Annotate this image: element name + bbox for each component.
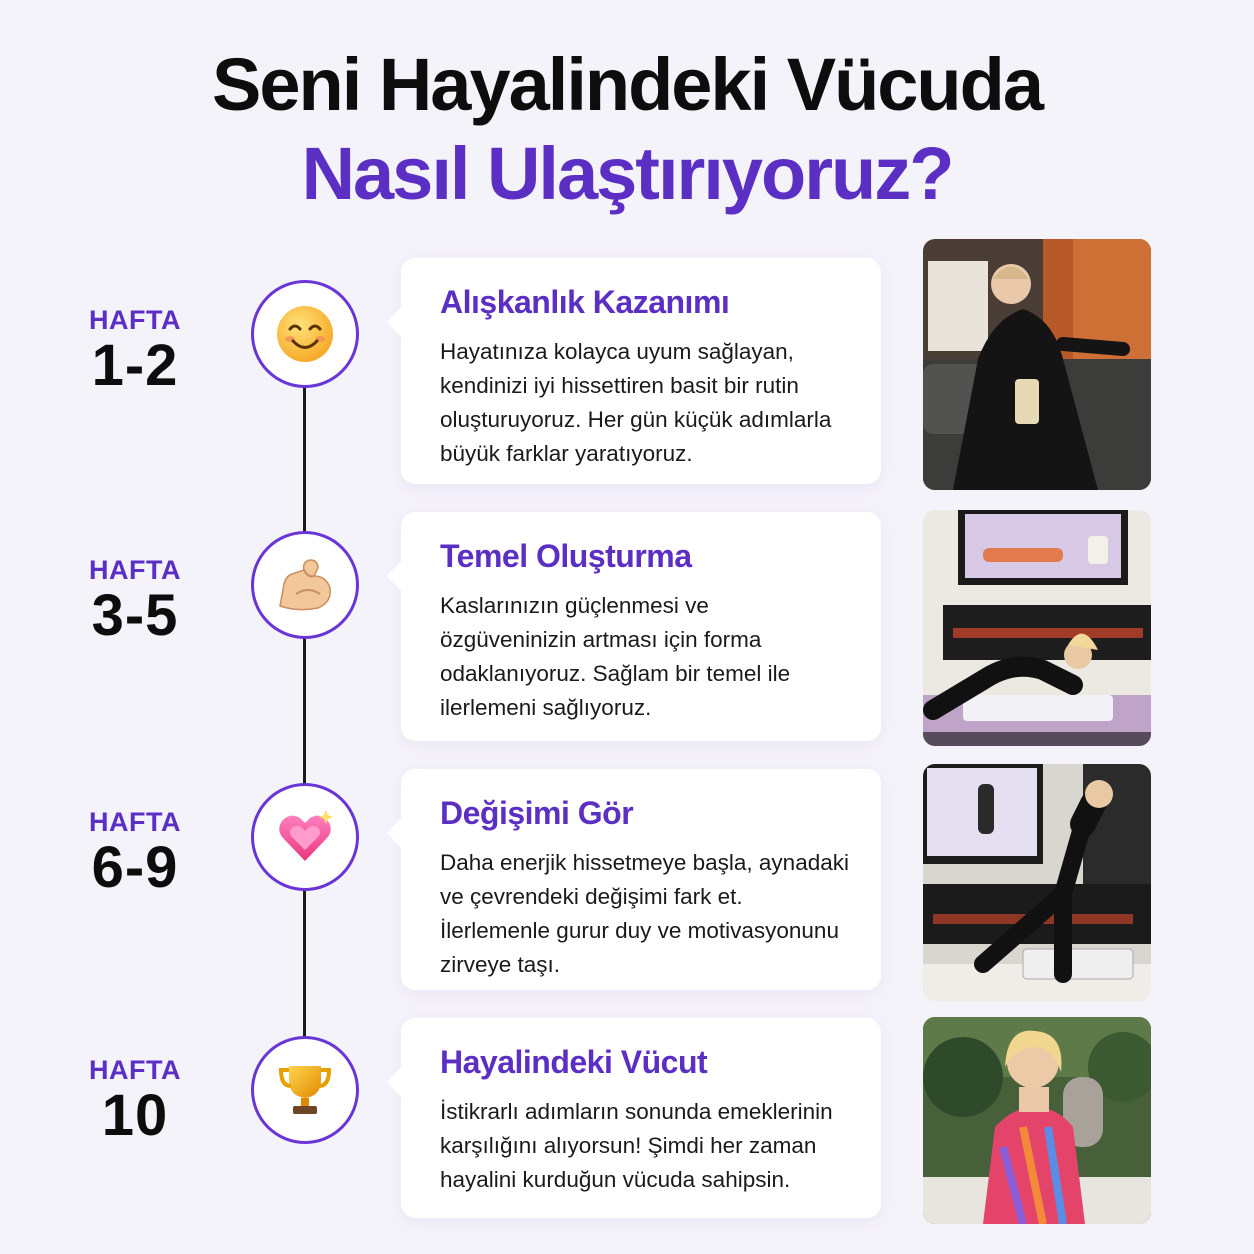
step-card-3 [401, 769, 881, 990]
timeline-node-3 [251, 783, 359, 891]
step-card-4 [401, 1018, 881, 1218]
week-marker-2 [70, 555, 200, 647]
step-photo-3 [923, 764, 1151, 1001]
headline-line-2: Nasıl Ulaştırıyoruz? [301, 132, 953, 215]
step-description: İstikrarlı adımların sonunda emeklerinin karşılığını alıyorsun! Şimdi her zaman hayalini kurduğun vücuda sahipsin. [440, 1099, 833, 1192]
step-description: Daha enerjik hissetmeye başla, aynadaki ve çevrendeki değişimi fark et. İlerlemenle gurur duy ve motivasyonunu zirveye taşı. [440, 850, 849, 977]
week-marker-4 [70, 1055, 200, 1147]
smiling-face-icon [275, 304, 335, 364]
week-range: 1-2 [91, 333, 179, 398]
week-marker-3 [70, 807, 200, 899]
sparkling-heart-icon [274, 806, 336, 868]
flexed-bicep-icon [274, 554, 336, 616]
timeline-connector [303, 360, 306, 1110]
step-card-1 [401, 258, 881, 484]
week-range: 10 [101, 1083, 169, 1148]
week-range: 3-5 [91, 583, 179, 648]
step-description: Hayatınıza kolayca uyum sağlayan, kendinizi iyi hissettiren basit bir rutin oluşturuyoruz. Her gün küçük adımlarla büyük farklar yaratıyoruz. [440, 339, 832, 466]
step-title: Alışkanlık Kazanımı [440, 284, 730, 320]
timeline-node-1 [251, 280, 359, 388]
step-title: Hayalindeki Vücut [440, 1044, 708, 1080]
trophy-icon [275, 1060, 335, 1120]
timeline-node-4 [251, 1036, 359, 1144]
week-label: HAFTA [89, 555, 181, 585]
week-label: HAFTA [89, 807, 181, 837]
headline-line-1: Seni Hayalindeki Vücuda [212, 43, 1042, 126]
week-label: HAFTA [89, 1055, 181, 1085]
step-description: Kaslarınızın güçlenmesi ve özgüveninizin artması için forma odaklanıyoruz. Sağlam bir temel ile ilerlemeni sağlıyoruz. [440, 593, 791, 720]
timeline-node-2 [251, 531, 359, 639]
step-title: Değişimi Gör [440, 795, 634, 831]
step-photo-1 [923, 239, 1151, 490]
week-label: HAFTA [89, 305, 181, 335]
week-range: 6-9 [91, 835, 179, 900]
week-marker-1 [70, 305, 200, 397]
step-photo-4 [923, 1017, 1151, 1224]
step-title: Temel Oluşturma [440, 538, 692, 574]
step-card-2 [401, 512, 881, 741]
step-photo-2 [923, 510, 1151, 746]
